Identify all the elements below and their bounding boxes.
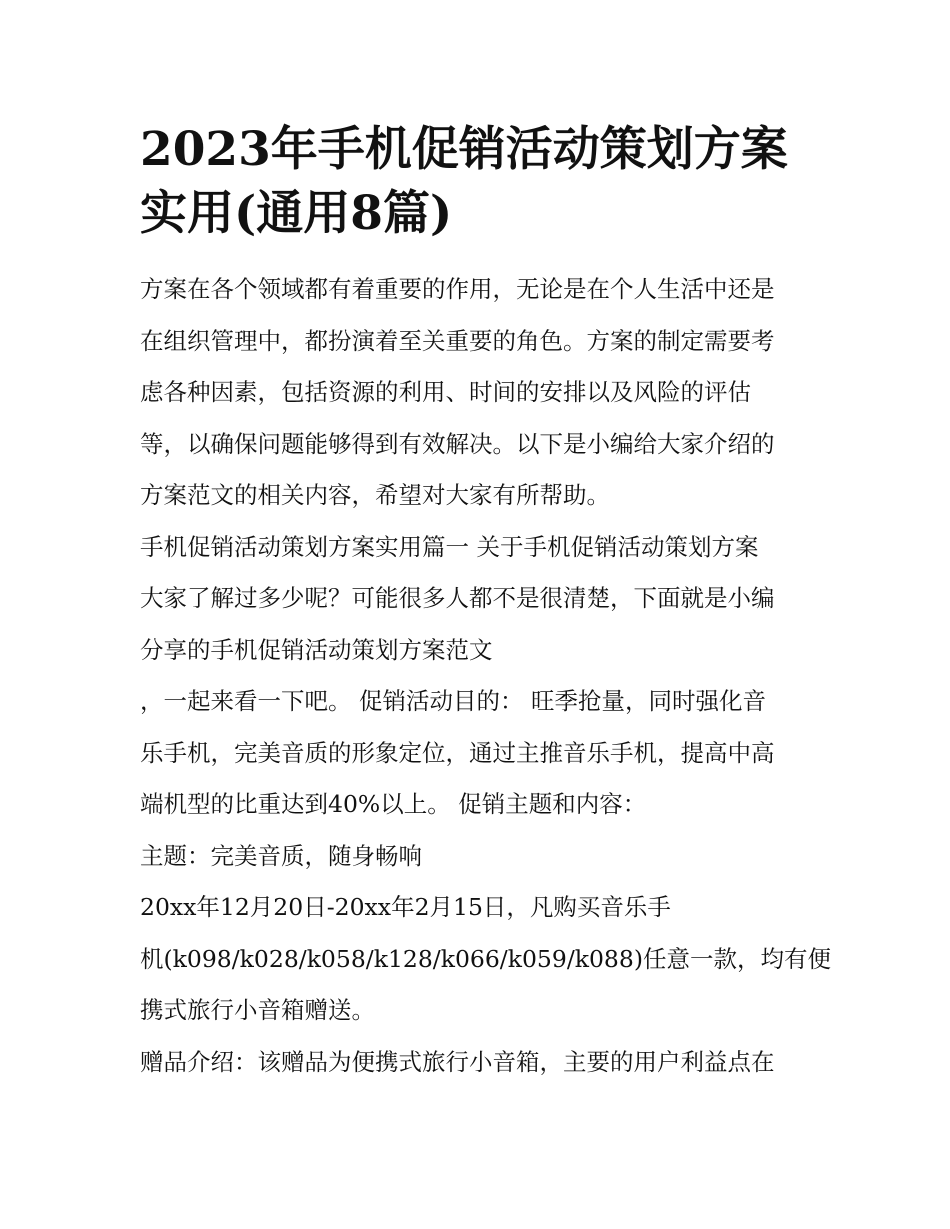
body-line: 手机促销活动策划方案实用篇一 关于手机促销活动策划方案	[140, 532, 759, 561]
body-line: ，一起来看一下吧。 促销活动目的： 旺季抢量，同时强化音	[140, 687, 766, 715]
body-line: 机(k098/k028/k058/k128/k066/k059/k088)任意一款，均有便	[140, 944, 832, 973]
document-body	[140, 264, 832, 1088]
body-line: 大家了解过多少呢？可能很多人都不是很清楚，下面就是小编	[140, 584, 775, 612]
body-line: 方案范文的相关内容，希望对大家有所帮助。	[140, 481, 610, 509]
body-line: 乐手机，完美音质的形象定位，通过主推音乐手机，提高中高	[140, 738, 775, 767]
body-line: 等，以确保问题能够得到有效解决。以下是小编给大家介绍的	[140, 429, 775, 458]
body-line: 端机型的比重达到40%以上。 促销主题和内容：	[140, 790, 647, 818]
body-line: 携式旅行小音箱赠送。	[140, 996, 375, 1024]
body-line: 在组织管理中，都扮演着至关重要的角色。方案的制定需要考	[140, 326, 775, 355]
document-page	[140, 118, 832, 1088]
body-line: 分享的手机促销活动策划方案范文	[140, 635, 493, 664]
body-line: 虑各种因素，包括资源的利用、时间的安排以及风险的评估	[140, 378, 751, 406]
title-line-1: 2023年手机促销活动策划方案	[140, 122, 788, 177]
document-title	[140, 118, 815, 246]
body-line: 赠品介绍：该赠品为便携式旅行小音箱，主要的用户利益点在	[140, 1047, 775, 1076]
title-line-2: 实用(通用8篇)	[140, 186, 453, 241]
body-line: 方案在各个领域都有着重要的作用，无论是在个人生活中还是	[140, 275, 775, 303]
body-line: 20xx年12月20日-20xx年2月15日，凡购买音乐手	[140, 893, 671, 921]
body-line: 主题：完美音质，随身畅响	[140, 841, 422, 870]
